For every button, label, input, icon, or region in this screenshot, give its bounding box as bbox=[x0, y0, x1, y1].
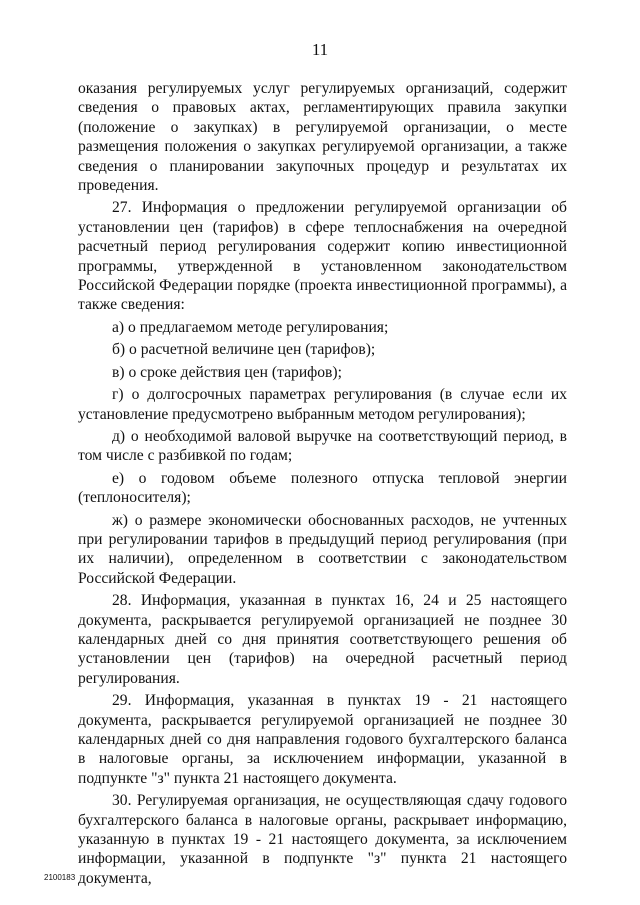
list-item-g: г) о долгосрочных параметрах регулирования (в случае если их установление предусмотрено выбранным методом регулирования); bbox=[78, 386, 567, 423]
document-code: 2100183 bbox=[44, 873, 76, 882]
paragraph-continuation: оказания регулируемых услуг регулируемых организаций, содержит сведения о правовых актах, регламентирующих правила закупки (положение о закупках) в регулируемой организации, о месте размещения положения о закупках регулируемой организации, а также сведения о планировании закупочных процедур и результатах их проведения. bbox=[78, 80, 567, 195]
list-item-zh: ж) о размере экономически обоснованных расходов, не учтенных при регулировании тарифов в предыдущий период регулирования (при их наличии), определенном в соответствии с законодательством Российской Федерации. bbox=[78, 511, 567, 587]
paragraph-30: 30. Регулируемая организация, не осуществляющая сдачу годового бухгалтерского баланса в налоговые органы, раскрывает информацию, указанную в пунктах 19 - 21 настоящего документа, за исключением информации, указанной в подпункте "з" пункта 21 настоящего документа, bbox=[78, 792, 567, 887]
document-body bbox=[78, 79, 567, 891]
page-number: 11 bbox=[311, 40, 329, 59]
paragraph-27: 27. Информация о предложении регулируемой организации об установлении цен (тарифов) в сфере теплоснабжения на очередной расчетный период регулирования содержит копию инвестиционной программы, утвержденной в установленном законодательством Российской Федерации порядке (проекта инвестиционной программы), а также сведения: bbox=[78, 199, 567, 314]
paragraph-28: 28. Информация, указанная в пунктах 16, 24 и 25 настоящего документа, раскрывается регулируемой организацией не позднее 30 календарных дней со дня принятия соответствующего решения об установлении цен (тарифов) на очередной расчетный период регулирования. bbox=[78, 592, 567, 687]
list-item-a: а) о предлагаемом методе регулирования; bbox=[112, 318, 389, 336]
paragraph-29: 29. Информация, указанная в пунктах 19 - 21 настоящего документа, раскрывается регулируемой организацией не позднее 30 календарных дней со дня направления годового бухгалтерского баланса в налоговые органы, за исключением информации, указанной в подпункте "з" пункта 21 настоящего документа. bbox=[78, 692, 567, 787]
list-item-d: д) о необходимой валовой выручке на соответствующий период, в том числе с разбивкой по годам; bbox=[78, 427, 567, 465]
list-item-b: б) о расчетной величине цен (тарифов); bbox=[112, 341, 376, 359]
list-item-v: в) о сроке действия цен (тарифов); bbox=[112, 363, 342, 381]
list-item-e: е) о годовом объеме полезного отпуска тепловой энергии (теплоносителя); bbox=[78, 469, 567, 507]
